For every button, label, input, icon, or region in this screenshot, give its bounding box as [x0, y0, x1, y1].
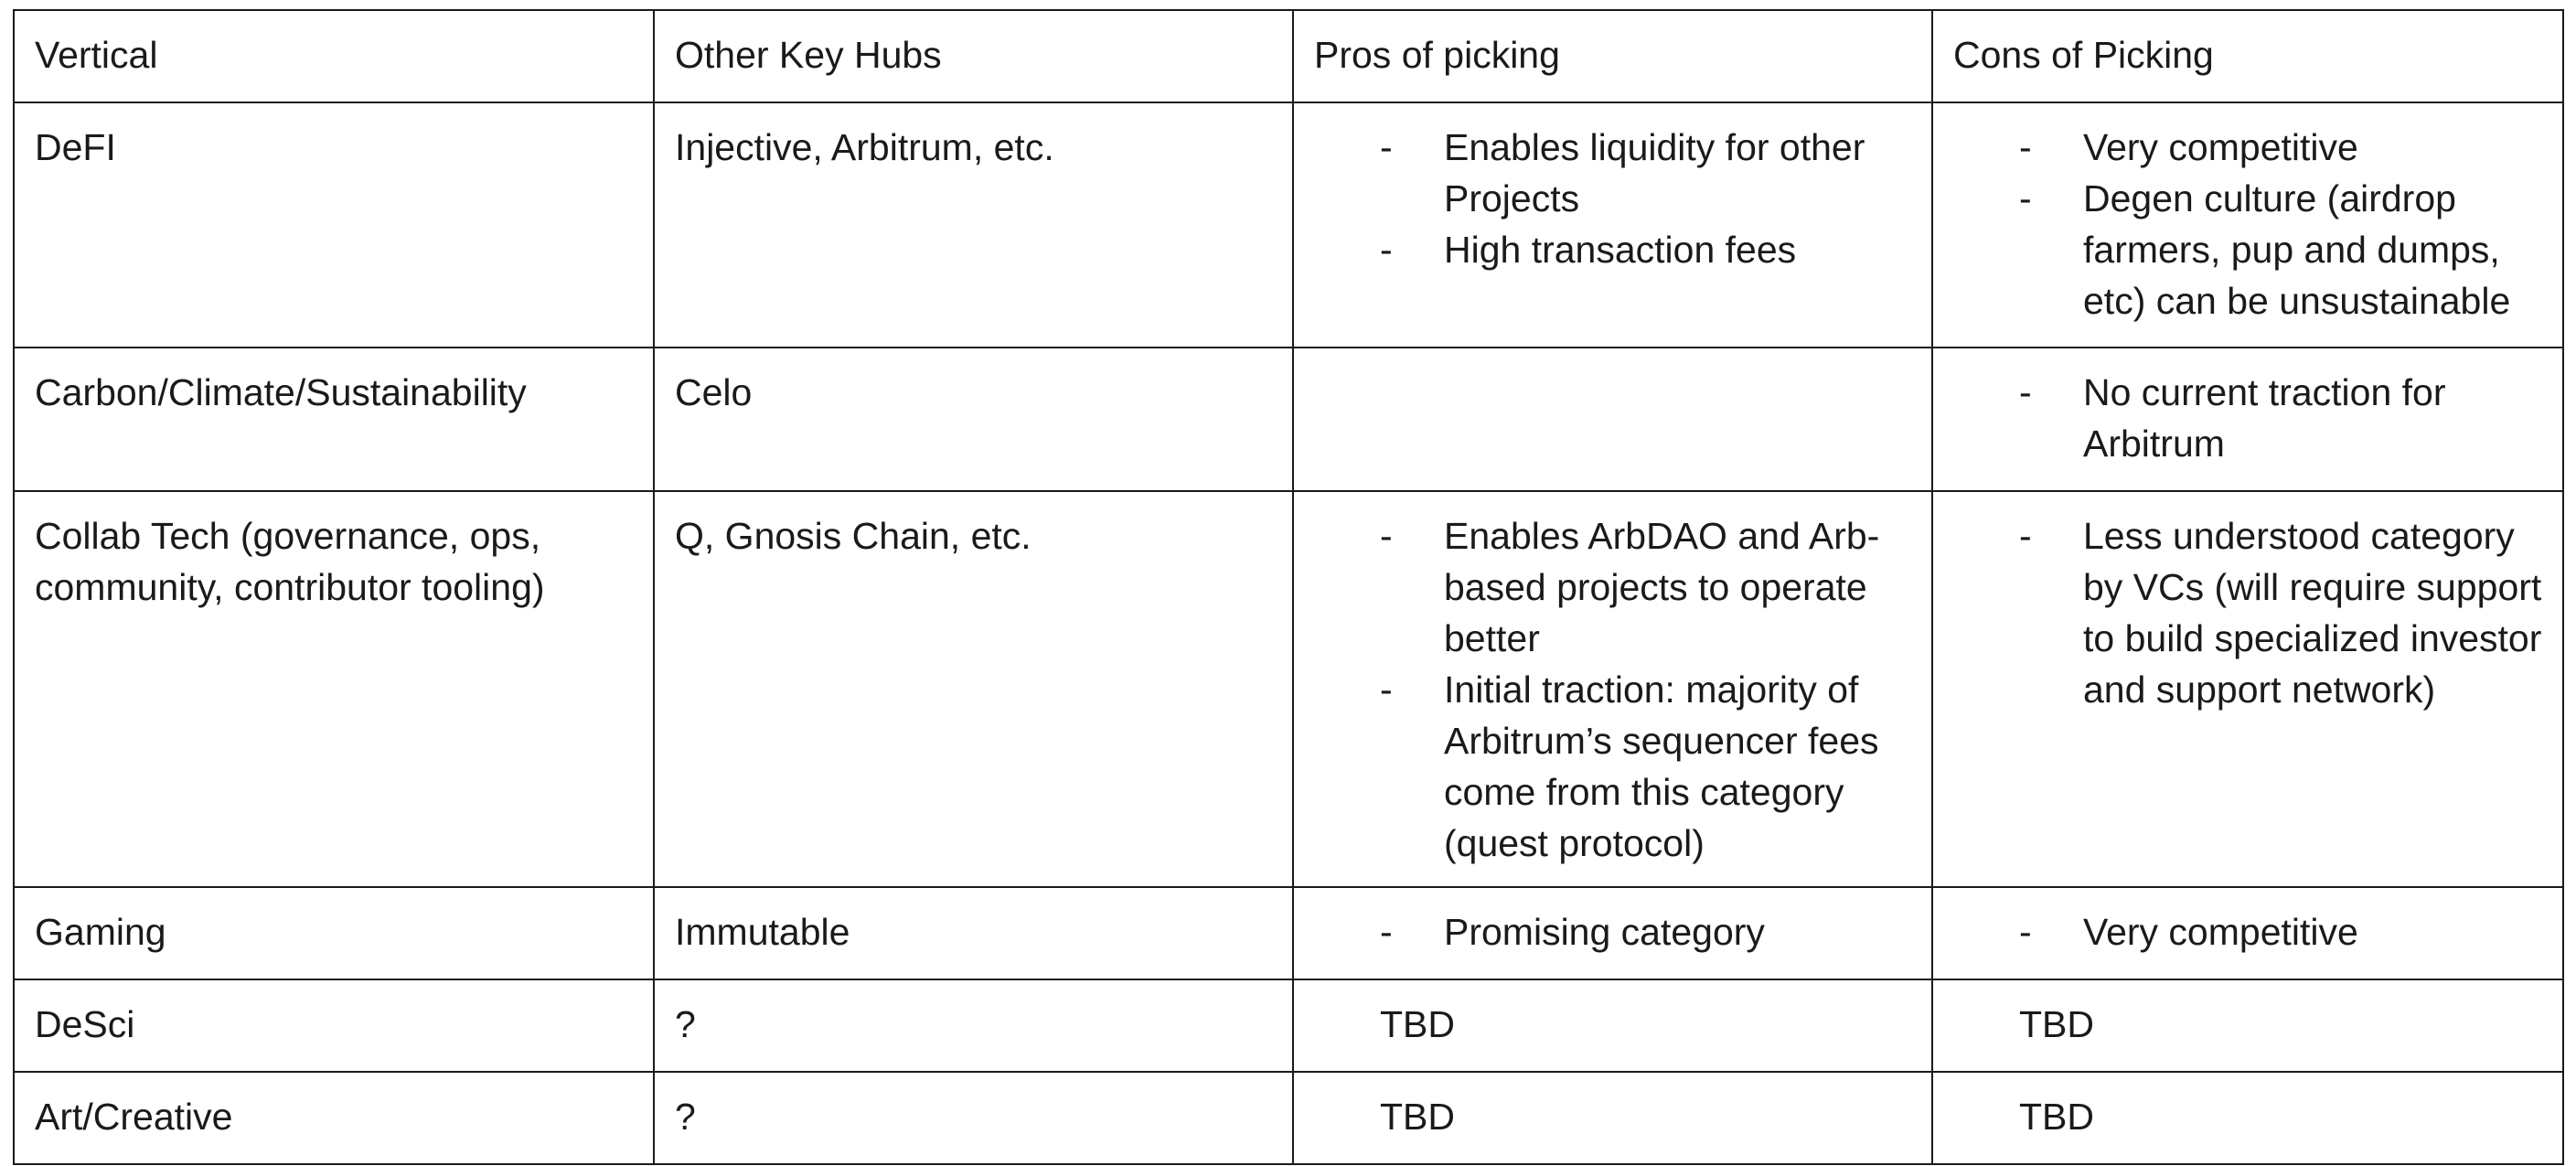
- cell-cons: [1932, 1072, 2563, 1164]
- table-row: [14, 491, 2563, 887]
- cell-hubs: Celo: [654, 348, 1293, 491]
- table-row: [14, 102, 2563, 348]
- cell-hubs: ?: [654, 1072, 1293, 1164]
- pros-list: [1314, 906, 1913, 957]
- list-item: - Less understood category by VCs (will require support to build specialized investor and support network): [2019, 510, 2544, 715]
- table-row: [14, 887, 2563, 979]
- cell-hubs: Q, Gnosis Chain, etc.: [654, 491, 1293, 887]
- list-item: - Very competitive: [2019, 122, 2544, 173]
- pros-tbd: TBD: [1380, 1003, 1455, 1045]
- list-item: - No current traction for Arbitrum: [2019, 367, 2544, 469]
- list-item: - High transaction fees: [1380, 224, 1913, 275]
- cell-vertical: DeFI: [14, 102, 654, 348]
- list-item: - Degen culture (airdrop farmers, pup and dumps, etc) can be unsustainable: [2019, 173, 2544, 326]
- verticals-table: [13, 9, 2564, 1165]
- table-row: [14, 979, 2563, 1072]
- pros-tbd: TBD: [1380, 1096, 1455, 1138]
- cons-tbd: TBD: [2019, 1096, 2094, 1138]
- cell-vertical: Carbon/Climate/Sustainability: [14, 348, 654, 491]
- cell-vertical: Gaming: [14, 887, 654, 979]
- cell-vertical: DeSci: [14, 979, 654, 1072]
- header-other-key-hubs: Other Key Hubs: [654, 10, 1293, 102]
- cell-pros: [1293, 887, 1932, 979]
- cell-cons: [1932, 979, 2563, 1072]
- cons-tbd: TBD: [2019, 1003, 2094, 1045]
- cell-hubs: Immutable: [654, 887, 1293, 979]
- pros-list: [1314, 122, 1913, 275]
- list-item: - Promising category: [1380, 906, 1913, 957]
- cell-hubs: ?: [654, 979, 1293, 1072]
- cell-cons: [1932, 102, 2563, 348]
- pros-list: [1314, 510, 1913, 869]
- list-item: - Very competitive: [2019, 906, 2544, 957]
- table-row: [14, 348, 2563, 491]
- cell-pros: [1293, 979, 1932, 1072]
- list-item: - Initial traction: majority of Arbitrum’s sequencer fees come from this category (quest protocol): [1380, 664, 1913, 869]
- header-pros: Pros of picking: [1293, 10, 1932, 102]
- cell-cons: [1932, 491, 2563, 887]
- cons-list: [1953, 122, 2544, 326]
- cell-pros: [1293, 102, 1932, 348]
- cell-pros: [1293, 1072, 1932, 1164]
- cons-list: [1953, 367, 2544, 469]
- header-vertical: Vertical: [14, 10, 654, 102]
- header-cons: Cons of Picking: [1932, 10, 2563, 102]
- table-row: [14, 1072, 2563, 1164]
- cell-hubs: Injective, Arbitrum, etc.: [654, 102, 1293, 348]
- list-item: - Enables liquidity for other Projects: [1380, 122, 1913, 224]
- cons-list: [1953, 510, 2544, 715]
- cell-vertical: Collab Tech (governance, ops, community, contributor tooling): [14, 491, 654, 887]
- cell-cons: [1932, 348, 2563, 491]
- table-header-row: [14, 10, 2563, 102]
- list-item: - Enables ArbDAO and Arb-based projects to operate better: [1380, 510, 1913, 664]
- cons-list: [1953, 906, 2544, 957]
- cell-pros: [1293, 348, 1932, 491]
- cell-vertical: Art/Creative: [14, 1072, 654, 1164]
- cell-cons: [1932, 887, 2563, 979]
- cell-pros: [1293, 491, 1932, 887]
